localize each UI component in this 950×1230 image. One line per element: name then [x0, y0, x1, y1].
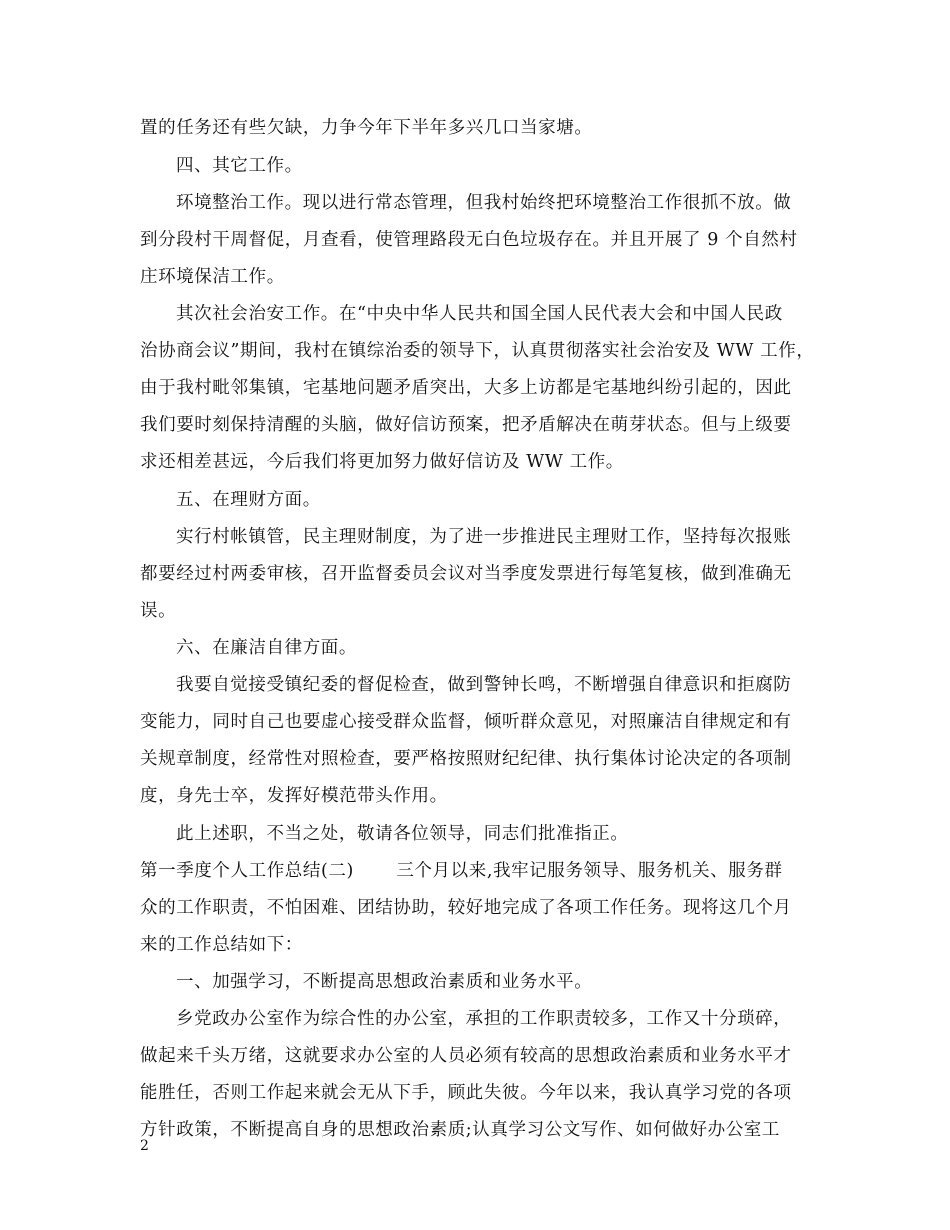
text-line: 我要自觉接受镇纪委的督促检查，做到警钟长鸣，不断增强自律意识和拒腐防 — [176, 675, 792, 695]
text-line: 变能力，同时自己也要虚心接受群众监督，倾听群众意见，对照廉洁自律规定和有 — [140, 712, 792, 732]
text-line: 实行村帐镇管，民主理财制度，为了进一步推进民主理财工作，坚持每次报账 — [176, 527, 792, 547]
text-line: 庄环境保洁工作。 — [140, 267, 285, 287]
text-line: 由于我村毗邻集镇，宅基地问题矛盾突出，大多上访都是宅基地纠纷引起的，因此 — [140, 378, 792, 398]
text-line: 能胜任，否则工作起来就会无从下手，顾此失彼。今年以来，我认真学习党的各项 — [140, 1083, 792, 1103]
text-line: 乡党政办公室作为综合性的办公室，承担的工作职责较多，工作又十分琐碎， — [176, 1009, 792, 1029]
text-line: 众的工作职责，不怕困难、团结协助，较好地完成了各项工作任务。现将这几个月 — [140, 898, 792, 918]
text-line: 都要经过村两委审核，召开监督委员会议对当季度发票进行每笔复核，做到准确无 — [140, 564, 792, 584]
text-line: 治协商会议”期间，我村在镇综治委的领导下，认真贯彻落实社会治安及 WW 工作， — [140, 341, 815, 361]
section-heading: 一、加强学习，不断提高思想政治素质和业务水平。 — [176, 972, 593, 992]
text-line: 环境整治工作。现以进行常态管理，但我村始终把环境整治工作很抓不放。做 — [176, 193, 792, 213]
text-line: 做起来千头万绪，这就要求办公室的人员必须有较高的思想政治素质和业务水平才 — [140, 1046, 792, 1066]
text-line: 关规章制度，经常性对照检查，要严格按照财纪纪律、执行集体讨论决定的各项制 — [140, 749, 792, 769]
text-line: 求还相差甚远，今后我们将更加努力做好信访及 WW 工作。 — [140, 452, 624, 472]
text-line: 来的工作总结如下： — [140, 935, 303, 955]
section-heading: 六、在廉洁自律方面。 — [176, 638, 357, 658]
text-line: 误。 — [140, 601, 177, 621]
section-title: 第一季度个人工作总结(二) 三个月以来,我牢记服务领导、服务机关、服务群 — [140, 861, 783, 881]
text-line: 度，身先士卒，发挥好模范带头作用。 — [140, 786, 448, 806]
page-number: 2 — [140, 1138, 149, 1154]
text-line: 到分段村干周督促，月查看，使管理路段无白色垃圾存在。并且开展了 9 个自然村 — [140, 230, 798, 250]
text-line: 我们要时刻保持清醒的头脑，做好信访预案，把矛盾解决在萌芽状态。但与上级要 — [140, 415, 792, 435]
text-line: 此上述职，不当之处，敬请各位领导，同志们批准指正。 — [176, 824, 629, 844]
text-line: 其次社会治安工作。在“中央中华人民共和国全国人民代表大会和中国人民政 — [176, 304, 783, 324]
section-heading: 四、其它工作。 — [176, 156, 303, 176]
text-line: 置的任务还有些欠缺，力争今年下半年多兴几口当家塘。 — [140, 118, 593, 138]
section-heading: 五、在理财方面。 — [176, 490, 321, 510]
text-line: 方针政策，不断提高自身的思想政治素质;认真学习公文写作、如何做好办公室工 — [140, 1120, 780, 1140]
